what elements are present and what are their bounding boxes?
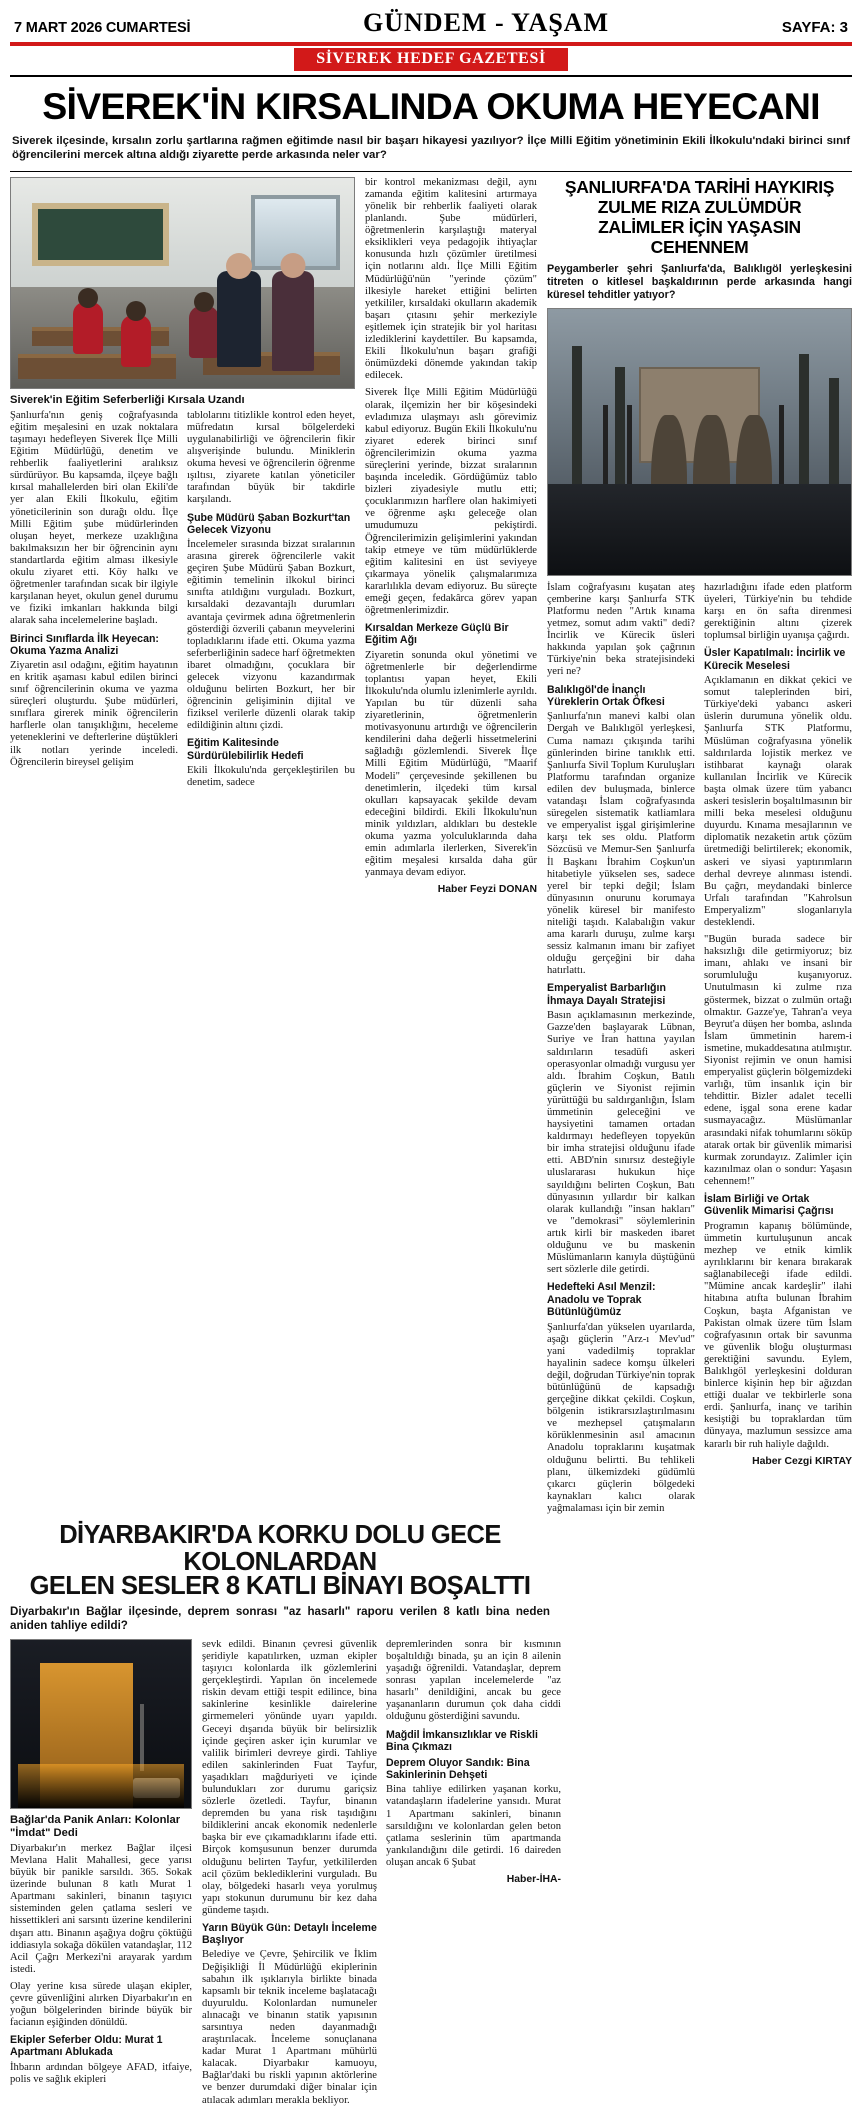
bottom-c3-p1: depremlerinden sonra bir kısmının boşaltıldığı binada, şu an için 8 ailenin yaşadığı öğrenildi. Vatandaşlar, deprem sonrası yapılan incelemelerde "az hasarlı" denildiğini, ancak bu gece yaşananların durumun çok daha ciddi olduğunu gösterdiğini savundu. [386,1638,561,1723]
right-c2-subhead-2: İslam Birliği ve Ortak Güvenlik Mimarisi Çağrısı [704,1193,834,1218]
lead-headline: SİVEREK'İN KIRSALINDA OKUMA HEYECANI [42,85,820,127]
lead-byline: Haber Feyzi DONAN [437,884,537,896]
building-photo [10,1639,192,1809]
masthead-red-rule [10,42,852,46]
bottom-c3-subhead-2: Deprem Oluyor Sandık: Bina Sakinlerinin Dehşeti [386,1756,530,1782]
masthead-page-number: SAYFA: 3 [781,19,848,36]
bottom-c3-p2: Bina tahliye edilirken yaşanan korku, vatandaşların ifadelerine yansıdı. Murat 1 Apartmanı sakinleri, binanın sarsıldığını ve kolonlardan gelen beton çatlama seslerinin tüm apartmanda yankılandığını dile getirdi. 16 daireden oluşan ancak 6 Şubat [386,1784,561,1868]
lead-article-middle [365,177,537,1520]
bottom-c1-p1: Diyarbakır'ın merkez Bağlar ilçesi Mevlana Halit Mahallesi, gece yarısı büyük bir panikle sarsıldı. 365. Sokak üzerinde bulunan 8 katlı Murat 1 Apartmanı sakinleri, binanın taşıyıcı sisteminden gelen çatlama sesleri ve hissettikleri ani sarsıntı üzerine kendilerini dışarı attı. Binanın aşağıya doğru çöktüğü iddiasıyla sokağa dökülen vatandaşlar, 112 Acil Çağrı Merkezi'ni arayarak yardım istedi. [10,1842,192,1975]
lead-col2-p1: tablolarını titizlikle kontrol eden heyet, müfredatın kırsal bölgelerdeki uygulanabilirliği ve öğrencilerin fikir alışverişinde bulundu. Miniklerin okuma hevesi ve öğrencilerin öğrenme ışıltısı, ziyarete katılan yöneticiler tarafından büyük bir takdirle karşılandı. [187,409,355,506]
bottom-left-col [10,1639,192,2112]
lead-article-left [10,177,355,1520]
classroom-photo [10,177,355,389]
lead-divider [10,171,852,172]
right-c2-p4: Programın kapanış bölümünde, ümmetin kurtuluşunun ancak mezhep ve etnik kimlik ayrılıklarını bir kenara bırakarak sağlanabileceği ifade edildi. "Mümine ancak kardeşlir" ilahi hitabına atıfta bulunan İbrahim Coşkun, başta Afganistan ve Pakistan olmak üzere tüm İslam coğrafyasının ortak bir savunma ve güvenlik bloğu oluşturması gerektiğini savundu. Eylem, Balıklıgöl yerleşkesini dolduran binlerce kişinin hep bir ağızdan ettiği dualar ve tekbirlerle sona erdi. Şanlıurfa, inanç ve tarihin kesiştiği bu topraklardan tüm dünyaya, mazlumun sessizce ama kararlı bir ruh haliyle dağıldı. [704,1220,852,1450]
bottom-c2-p2: Belediye ve Çevre, Şehircilik ve İklim Değişikliği İl Müdürlüğü ekiplerinin sabahın ilk ışıklarıyla birlikte binada kapsamlı bir teknik inceleme başlatacağı duyuruldu. Kolonlardan numuneler alınacağı ve binanın statik yapısının sarsıntıya neden dayanmadığı araştırılacak. İnceleme sonuçlanana kadar Murat 1 Apartmanı mühürlü kalacak. Diyarbakır kamuoyu, Bağlar'daki bu riskli yapının aktörlerine ve benzer durumdaki diğer binalar için atılacak adımları merakla bekliyor. [202,1949,377,2106]
right-c1-p2: Şanlıurfa'nın manevi kalbi olan Dergah ve Balıklıgöl yerleşkesi, Cuma namazı çıkışında tarihi günlerinden birine tanıklık etti. Şanlıurfa Sivil Toplum Kuruluşları Platformu tarafından organize edilen dev buluşmada, binlerce vatandaşı İslam coğrafyasında süregelen sistematik katliamlara ve emperyalist işgal girişimlerine karşı tek ses oldu. Platform Sözcüsü ve Memur-Sen Şanlıurfa İl Başkanı İbrahim Coşkun'un hitabetiyle yükselen ses, sadece yerel bir tepki değil; İslam dünyasının onurunu korumaya yönelik küresel bir manifesto niteliği taşıdı. Kalabalığın vakur ama kararlı duruşu, zulme karşı sessiz kalmanın imanı bir zafiyet olduğu gerçeğini bir daha hatırlattı. [547,711,695,977]
lead-col2-p3: Ekili İlkokulu'nda gerçekleştirilen bu denetim, sadece [187,764,355,788]
bottom-c1-p3: İhbarın ardından bölgeye AFAD, itfaiye, polis ve sağlık ekipleri [10,2061,192,2085]
right-c1-p3: Basın açıklamasının merkezinde, Gazze'den başlayarak Lübnan, Suriye ve İran hattına yayılan saldırıların tesadüfi askeri operasyonlar olmadığı vurgusu yer aldı. İbrahim Coşkun, Batılı güçlerin ve Siyonist rejimin yürüttüğü bu saldırganlığın, İslam ümmetinin geleceğini ve haysiyetini tamamen ortadan kaldırmayı hedefleyen topyekûn bir imha stratejisi olduğunu ifade etti. ABD'nin sınırsız desteğiyle uluslararası hukukun hiçe sayıldığını belirten Coşkun, Batı dünyasının yıllardır bir kalkan olarak kullandığı "insan hakları" ve "demokrasi" söylemlerinin artık kirli bir maskeden ibaret olduğunu ve bu maskenin Müslümanların kanıyla düştüğünü sert sözlerle dile getirdi. [547,1010,695,1276]
lead-mid-p3: Ziyaretin sonunda okul yönetimi ve öğretmenlerle bir değerlendirme toplantısı yapan heyet, Ekili İlkokulu'nda olumlu izlenimlerle ayrıldı. Yapılan bu tür düzenli saha ziyaretlerinin, öğretmenlerin motivasyonunu artırdığı ve öğrencilerin kendilerini daha değerli hissetmelerini sağladığı gözlemlendi. Siverek İlçe Milli Eğitim Müdürlüğü, "Maarif Modeli" çerçevesinde şekillenen bu denetimlerin, ilçedeki tüm kırsal okulları kapsayacak şekilde devam edeceğini bildirdi. Ekili İlkokulu'nun minik yıldızları, aldıkları bu destekle okuma yazma yolculuklarında daha emin adımlarla ilerlerken, Siverek'in eğitim meşalesi kırsalda daha gür yanmaya devam ediyor. [365,649,537,879]
masthead-title: GÜNDEM - YAŞAM [363,8,610,37]
lead-photo-caption: Siverek'in Eğitim Seferberliği Kırsala Uzandı [10,393,245,406]
protest-photo [547,308,852,576]
lead-mid-p2: Siverek İlçe Milli Eğitim Müdürlüğü olarak, ilçemizin her bir köşesindeki evladımıza ulaşmayı aslı görevimiz kabul ediyoruz. Bugün Ekili İlkokulu'nu ziyaret ederek birinci sınıf öğrencilerimizin okuma yazma süreçlerini yerinde, bizzat sıralarının başında inceledik. Gördüğümüz tablo bizleri ziyadesiyle mutlu etti; çocuklarımızın harflere olan hakimiyeti ve öğrenme aşkı geleceğe olan umudumuzu pekiştirdi. Öğrencilerimizin gelişimlerini yakından takip etmeye ve tüm müdürlüklerde eğitim kalitesini en üst seviyeye çıkarmaya yönelik çalışmalarımıza kararlılıkla devam ediyoruz. Bu süreçte emeği geçen, fedakârca görev yapan öğretmenlerimizdir. [365,387,537,617]
right-byline: Haber Cezgi KIRTAY [752,1455,852,1467]
right-c2-p2: Açıklamanın en dikkat çekici ve somut taleplerinden biri, Türkiye'deki yabancı askeri üslerin durumuna yönelik oldu. Şanlıurfa STK Platformu, Müslüman coğrafyasına yönelik saldırılarda lojistik merkez ve istihbarat kaynağı olarak kullanılan İncirlik ve Kürecik başta olmak üzere tüm yabancı askeri tesislerin boşaltılmasının bir milli beka meselesi olduğunu duyurdu. Kınama mesajlarının ve diplomatik nezaketin artık çözüm üretmediği belirtilerek; ekonomik, askeri ve siyasi yaptırımların derhal devreye alınması istendi. Bu çağrı, meydandaki binlerce Urfalı tarafından "Kahrolsun Emperyalizm" sloganlarıyla desteklendi. [704,675,852,928]
right-column-2 [704,582,852,1520]
masthead [10,6,852,38]
right-c2-p3: "Bugün burada sadece bir haksızlığı dile getirmiyoruz; biz imanı, ahlakı ve insani bir sorumluluğu kuşanıyoruz. Unutulmasın ki zulme rıza göstermek, bizzat o zulmün ortağı olmaktır. Gazze'ye, Tahran'a veya Beyrut'a düşen her bomba, aslında İslam ümmetinin harem-i ismetine, mukaddesatına atılmıştır. Siyonist rejimin ve onun hamisi emperyalist güçlerin bölgemizdeki varlığı, tüm insanlık için bir tehdittir. Bizler adalet tecelli edene, işgal sona erene kadar susmayacağız. Müslümanlar arasındaki nifak tohumlarını söküp atarak ortak bir güvenlik mimarisi kurmak zorundayız. Zalimler için kazınılmaz olan o sondur: Yaşasın cehennem!" [704,934,852,1187]
right-c1-subhead-2: Emperyalist Barbarlığın İhmaya Dayalı Stratejisi [547,982,666,1007]
bottom-headline-line2: GELEN SESLER 8 KATLI BİNAYI BOŞALTTI [29,1572,531,1601]
lead-subheading: Siverek ilçesinde, kırsalın zorlu şartlarına rağmen eğitimde nasıl bir başarı hikayesi yazılıyor? İlçe Milli Eğitim yönetiminin Ekili İlkokulu'ndaki birinci sınıf öğrencilerini mercek altına aldığı ziyarette perde arkasında neler var? [12,135,850,162]
bottom-photo-caption: Bağlar'da Panik Anları: Kolonlar "İmdat" Dedi [10,1813,181,1839]
lead-column-1 [10,410,178,794]
right-subheading: Peygamberler şehri Şanlıurfa'da, Balıklıgöl yerleşkesini titreten o kitlesel başkaldırının perde arkasında hangi küresel tehditler yatıyor? [547,262,852,301]
bottom-col-3 [386,1639,561,2112]
right-c1-subhead-3: Hedefteki Asıl Menzil: Anadolu ve Toprak Bütünlüğümüz [547,1281,656,1319]
bottom-headline-line1: DİYARBAKIR'DA KORKU DOLU GECE KOLONLARDAN [59,1521,501,1577]
lead-column-2 [187,410,355,794]
lead-col2-p2: İncelemeler sırasında bizzat sıralarının arasına girerek öğrencilerle vakit geçiren Şube Müdürü Şaban Bozkurt, eğitimin temelinin ilkokul birinci sınıfta atıldığını vurguladı. Bozkurt, kırsaldaki dezavantajlı durumları avantaja çevirmek adına öğretmenlerin gösterdiği özverili çabanın meyvelerini topladıklarını ifade etti. Okuma yazma seferberliğinin sadece harf öğretmekten ibaret olmadığını, çocuklara bir gelecek vizyonu kazandırmak olduğunu belirten Bozkurt, her bir öğrencinin gelişiminin dijital ve fiziksel verilerle düzenli olarak takip edildiğinin altını çizdi. [187,538,355,732]
right-headline-line1: ŞANLIURFA'DA TARİHİ HAYKIRIŞ [564,176,835,197]
bottom-c3-subhead-1: Mağdil İmkansızlıklar ve Riskli Bina Çıkmazı [386,1728,538,1753]
newspaper-name-banner: SİVEREK HEDEF GAZETESİ [294,48,568,71]
bottom-article-head-wrap [10,1522,550,1634]
lead-col2-subhead-2: Eğitim Kalitesinde Sürdürülebilirlik Hedefi [187,737,304,762]
bottom-c2-subhead: Yarın Büyük Gün: Detaylı İnceleme Başlıyor [202,1922,377,1947]
bottom-right-cols [202,1639,852,2112]
right-headline-line3: ZALİMLER İÇİN YAŞASIN CEHENNEM [598,216,801,257]
lead-mid-p1: bir kontrol mekanizması değil, aynı zamanda eğitim kalitesini artırmaya yönelik bir rehberlik faaliyeti olarak planlandı. Şube müdürleri, öğretmenlerin karşılaştığı materyal eksiklikleri veya pedagojik ihtiyaçlar konusunda hızlı çözümler üretilmesi için notlarını aldı. İlçe Milli Eğitim Müdürlüğü'nün "yerinde çözüm" ilkesiyle hareket ettiğini belirten yetkililer, kırsaldaki okulların akademik başarı çıtasını şehir merkeziyle eşitlemek için stratejik bir yol haritası izlediklerini kaydettiler. Bu kapsamda, Ekili İlkokulu'nun başarı grafiği önümüzdeki dönemde yakından takip edilecek. [365,176,537,382]
right-article [547,177,852,1520]
top-section [10,177,852,1520]
masthead-bottom-rule [10,75,852,77]
bottom-byline: Haber-İHA- [506,1873,561,1885]
lead-mid-subhead: Kırsaldan Merkeze Güçlü Bir Eğitim Ağı [365,622,509,647]
lead-col2-subhead-1: Şube Müdürü Şaban Bozkurt'tan Gelecek Vizyonu [187,511,351,536]
right-c1-subhead-1: Balıklıgöl'de İnançlı Yüreklerin Ortak Öfkesi [547,683,665,708]
lead-col1-p1: Şanlıurfa'nın geniş coğrafyasında eğitim meşalesini en uzak noktalara taşımayı hedefleyen Siverek İlçe Milli Eğitim Müdürlüğü, denetim ve rehberlik faaliyetlerini aralıksız sürdürüyor. Bu kapsamda, ilçeye bağlı kırsal mahallelerden biri olan Ekili'de yer alan Ekili İlkokulu, eğitim yöneticilerinin son durağı oldu. İlçe Milli Eğitim şube müdürlerinden oluşan heyet, merkeze uzaklığına bakılmaksızın her bir öğrencinin aynı standartlarda eğitim alması ilkesiyle okulu ziyaret etti. Köy halkı ve öğretmenler tarafından sıcak bir ilgiyle karşılanan heyet, okulun genel durumu ve fiziki imkanları hakkında bilgi alarak saha incelemelerine başladı. [10,409,178,627]
bottom-col-2 [202,1639,377,2112]
lead-col1-subhead: Birinci Sınıflarda İlk Heyecan: Okuma Yazma Analizi [10,632,159,657]
masthead-date: 7 MART 2026 CUMARTESİ [14,20,191,36]
bottom-col-4 [570,1639,722,2112]
bottom-c2-p1: sevk edildi. Binanın çevresi güvenlik şeridiyle kapatılırken, uzman ekipler taşıyıcı kolonlarda ilk gözlemlerini gerçekleştirdi. Yapılan ön incelemede riskin devam ettiği tespit edilince, bina sakinlerine kesinlikle dairelerine girmemeleri yönünde uyarı yapıldı. Geceyi dışarıda büyük bir belirsizlik içinde geçiren asker için kurumlar ve valilik birimleri devreye girdi. Tahliye edilen sakinlerinden Fuat Tayfur, yaşadıkları mağduriyeti ve içinde bulundukları zor durumu gariçsiz sözlerle özetledi. Tayfur, binanın depremden bu yana risk taşıdığını bildiklerini ancak ekonomik nedenlerle başka bir eve çıkamadıklarını ifade etti. Birçok komşusunun benzer durumda olduğunu belirten Tayfur, yetkililerden acil çözüm beklediklerini vurguladı. Bu olay, bölgedeki hasarlı veya yorulmuş yapı stokunun durumunu bir kez daha gündeme taşıdı. [202,1638,377,1916]
right-headline-line2: ZULME RIZA ZULÜMDÜR [597,196,802,217]
bottom-section [10,1639,852,2112]
right-c2-subhead-1: Üsler Kapatılmalı: İncirlik ve Kürecik Meselesi [704,647,846,672]
bottom-subheading: Diyarbakır'ın Bağlar ilçesinde, deprem sonrası "az hasarlı" raporu verilen 8 katlı bina neden aniden tahliye edildi? [10,1605,550,1633]
bottom-c1-subhead: Ekipler Seferber Oldu: Murat 1 Apartmanı Ablukada [10,2034,163,2059]
right-c2-p1: hazırladığını ifade eden platform üyeleri, Türkiye'nin bu tehdide karşı en ön safta direnmesi gerektiğinin altını çizerek toplumsal birliğin uyanışa çağırdı. [704,581,852,642]
right-c1-p4: Şanlıurfa'dan yükselen uyarılarda, aşağı güçlerin "Arz-ı Mev'ud" yani vadedilmiş topraklar hayalinin sadece komşu ülkeleri değil, doğrudan Türkiye'nin toprak bütünlüğünü de kapsadığı gerçeğine dikkat çekildi. Coşkun, bölgenin istikrarsızlaştırılmasını ve mezhepsel çatışmaların körüklenmesinin asıl amacının Anadolu topraklarını kuşatmak olduğunu belirtti. Bu tehlikeli planı, ülkemizdeki güdümlü çıkarcı güçlerin bölgedeki kaynakları kalıcı olarak yağmalaması için bir zemin [547,1321,695,1514]
right-c1-p1: İslam coğrafyasını kuşatan ateş çemberine karşı Şanlıurfa STK Platformu neden "Artık kınama yetmez, somut adım vakti" dedi? İncirlik ve Kürecik üsleri hakkında yapılan şok çağrının Türkiye'nin beka stratejisindeki yeri ne? [547,581,695,678]
lead-col1-p2: Ziyaretin asıl odağını, eğitim hayatının en kritik aşaması kabul edilen birinci sınıf öğrencilerinin okuma ve yazma süreçleri oluşturdu. Şube müdürleri, sınıflara girerek minik öğrencilerin harflerle olan tanışıklığını, heceleme yeteneklerini ve defterlerine düştükleri ilk notları yerinde inceledi. Öğrencilerin bireysel gelişim [10,659,178,768]
banner-wrap [10,48,852,72]
right-column-1 [547,582,695,1520]
bottom-c1-p2: Olay yerine kısa sürede ulaşan ekipler, çevre güvenliğini alırken Diyarbakır'ın en yoğun bölgelerinden birinde büyük bir facianın eşiğinden dönüldü. [10,1980,192,2029]
